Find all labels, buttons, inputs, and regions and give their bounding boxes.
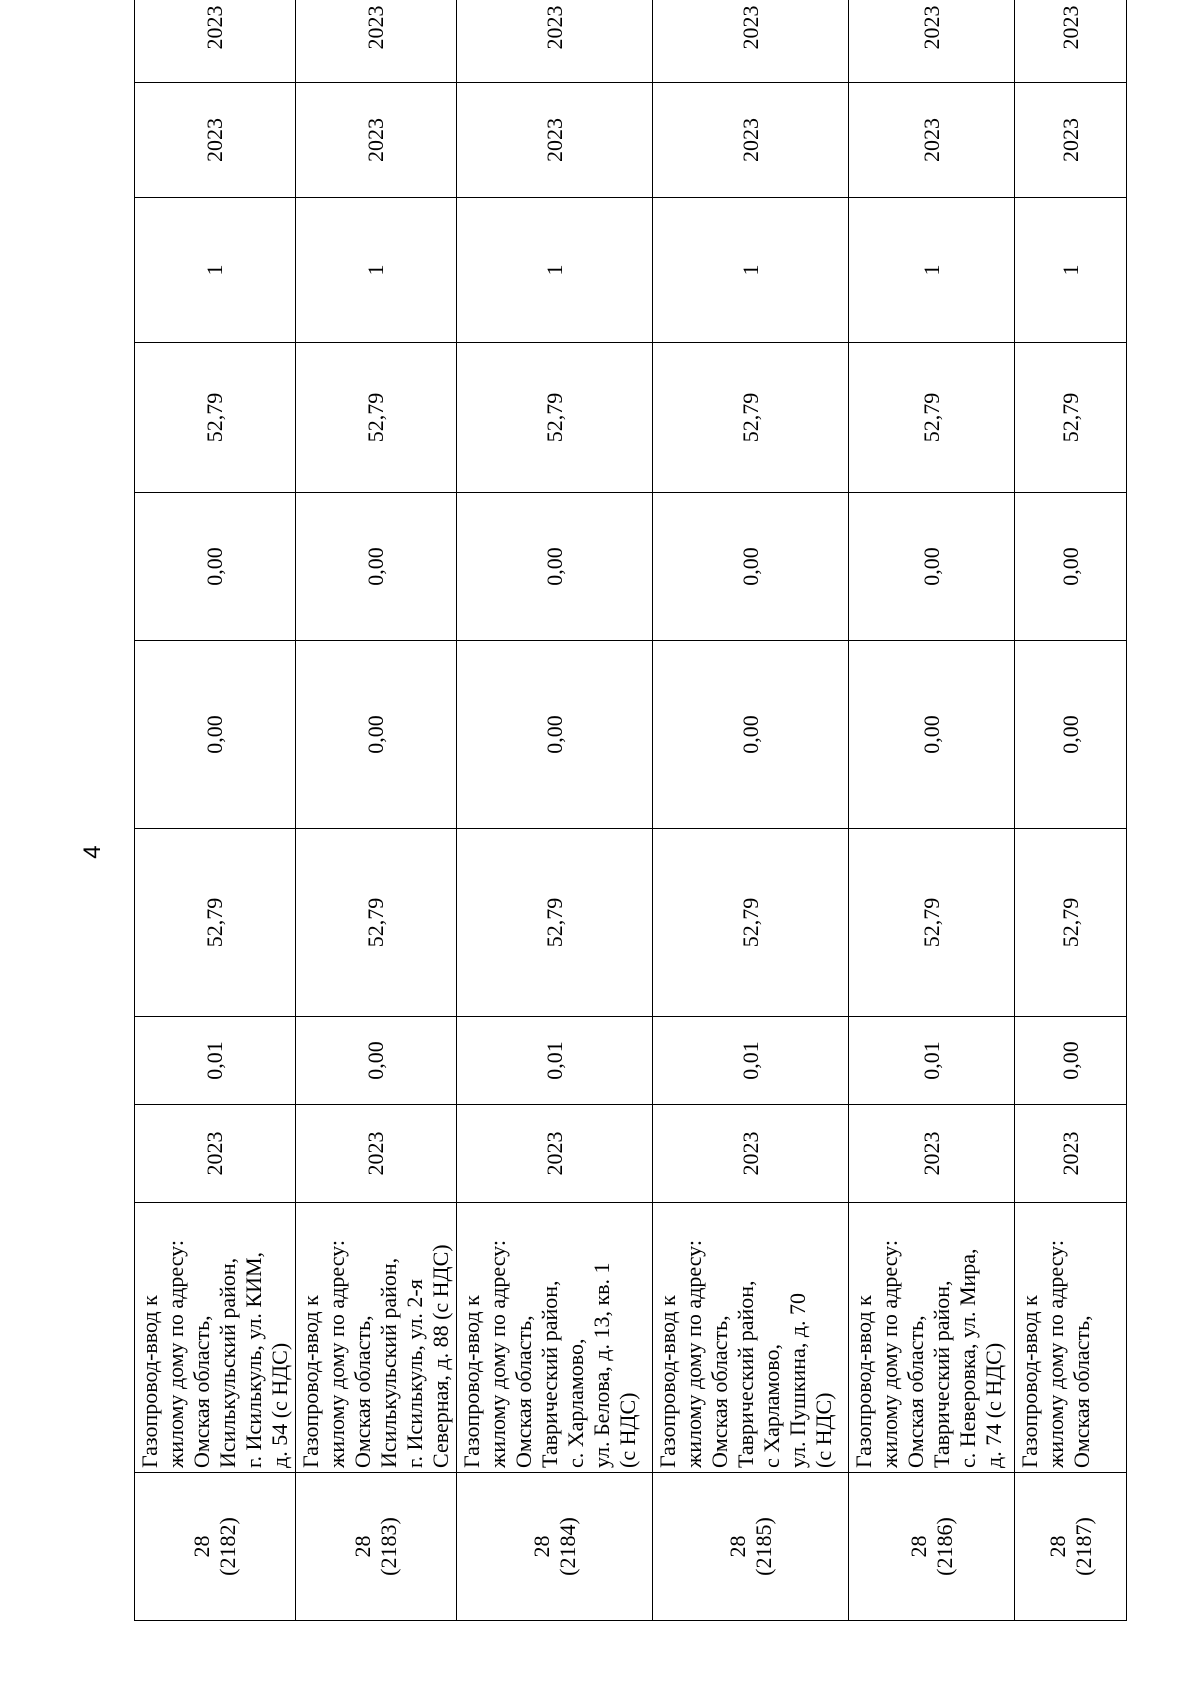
end-year-cell: 2023 bbox=[457, 0, 653, 83]
page-number: 4 bbox=[79, 845, 106, 859]
table-body bbox=[135, 0, 1127, 1621]
value-cell: 1 bbox=[135, 198, 296, 343]
table-row bbox=[296, 0, 457, 1621]
value-cell: 0,00 bbox=[135, 493, 296, 641]
value-cell: 52,79 bbox=[1015, 343, 1127, 493]
value-cell: 0,01 bbox=[457, 1017, 653, 1105]
row-index: 28 (2185) bbox=[653, 1473, 849, 1621]
year-cell: 2023 bbox=[296, 1105, 457, 1203]
object-description: Газопровод-ввод к жилому дому по адресу: Омская область, Исилькульский район, г. Исилькуль, ул. 2-я Северная, д. 88 (с НДС) bbox=[296, 1203, 457, 1473]
value-cell: 52,79 bbox=[653, 343, 849, 493]
value-cell: 52,79 bbox=[457, 829, 653, 1017]
value-cell: 1 bbox=[653, 198, 849, 343]
value-cell: 0,00 bbox=[296, 493, 457, 641]
end-year-cell: 2023 bbox=[653, 0, 849, 83]
start-year-cell: 2023 bbox=[457, 83, 653, 198]
value-cell: 0,00 bbox=[653, 493, 849, 641]
table-row bbox=[1015, 0, 1127, 1621]
year-cell: 2023 bbox=[1015, 1105, 1127, 1203]
table-row bbox=[457, 0, 653, 1621]
value-cell: 0,00 bbox=[457, 493, 653, 641]
object-description: Газопровод-ввод к жилому дому по адресу: Омская область, Таврический район, с Харламово, ул. Пушкина, д. 70 (с НДС) bbox=[653, 1203, 849, 1473]
value-cell: 0,01 bbox=[135, 1017, 296, 1105]
value-cell: 52,79 bbox=[849, 343, 1015, 493]
start-year-cell: 2023 bbox=[1015, 83, 1127, 198]
year-cell: 2023 bbox=[135, 1105, 296, 1203]
investment-table bbox=[134, 0, 1127, 1621]
year-cell: 2023 bbox=[849, 1105, 1015, 1203]
value-cell: 0,01 bbox=[653, 1017, 849, 1105]
value-cell: 52,79 bbox=[849, 829, 1015, 1017]
object-description: Газопровод-ввод к жилому дому по адресу: Омская область, Исилькульский район, г. Исилькуль, ул. КИМ, д. 54 (с НДС) bbox=[135, 1203, 296, 1473]
value-cell: 0,00 bbox=[296, 1017, 457, 1105]
value-cell: 1 bbox=[296, 198, 457, 343]
value-cell: 0,01 bbox=[849, 1017, 1015, 1105]
value-cell: 0,00 bbox=[849, 493, 1015, 641]
row-index: 28 (2187) bbox=[1015, 1473, 1127, 1621]
object-description: Газопровод-ввод к жилому дому по адресу: Омская область, Таврический район, с. Харламово, ул. Белова, д. 13, кв. 1 (с НДС) bbox=[457, 1203, 653, 1473]
table-container bbox=[134, 5, 1116, 1621]
value-cell: 0,00 bbox=[1015, 641, 1127, 829]
end-year-cell: 2023 bbox=[135, 0, 296, 83]
value-cell: 0,00 bbox=[135, 641, 296, 829]
value-cell: 52,79 bbox=[135, 829, 296, 1017]
value-cell: 52,79 bbox=[296, 343, 457, 493]
row-index: 28 (2182) bbox=[135, 1473, 296, 1621]
value-cell: 0,00 bbox=[653, 641, 849, 829]
value-cell: 0,00 bbox=[457, 641, 653, 829]
year-cell: 2023 bbox=[653, 1105, 849, 1203]
start-year-cell: 2023 bbox=[849, 83, 1015, 198]
end-year-cell: 2023 bbox=[296, 0, 457, 83]
table-row bbox=[653, 0, 849, 1621]
value-cell: 52,79 bbox=[296, 829, 457, 1017]
value-cell: 1 bbox=[457, 198, 653, 343]
value-cell: 0,00 bbox=[849, 641, 1015, 829]
object-description: Газопровод-ввод к жилому дому по адресу: Омская область, bbox=[1015, 1203, 1127, 1473]
value-cell: 52,79 bbox=[135, 343, 296, 493]
value-cell: 1 bbox=[1015, 198, 1127, 343]
value-cell: 52,79 bbox=[1015, 829, 1127, 1017]
year-cell: 2023 bbox=[457, 1105, 653, 1203]
end-year-cell: 2023 bbox=[849, 0, 1015, 83]
table-row bbox=[135, 0, 296, 1621]
value-cell: 0,00 bbox=[1015, 1017, 1127, 1105]
end-year-cell: 2023 bbox=[1015, 0, 1127, 83]
row-index: 28 (2183) bbox=[296, 1473, 457, 1621]
start-year-cell: 2023 bbox=[653, 83, 849, 198]
row-index: 28 (2186) bbox=[849, 1473, 1015, 1621]
table-row bbox=[849, 0, 1015, 1621]
start-year-cell: 2023 bbox=[135, 83, 296, 198]
value-cell: 0,00 bbox=[296, 641, 457, 829]
value-cell: 52,79 bbox=[457, 343, 653, 493]
value-cell: 0,00 bbox=[1015, 493, 1127, 641]
row-index: 28 (2184) bbox=[457, 1473, 653, 1621]
start-year-cell: 2023 bbox=[296, 83, 457, 198]
value-cell: 1 bbox=[849, 198, 1015, 343]
object-description: Газопровод-ввод к жилому дому по адресу: Омская область, Таврический район, с. Неверовка, ул. Мира, д. 74 (с НДС) bbox=[849, 1203, 1015, 1473]
value-cell: 52,79 bbox=[653, 829, 849, 1017]
